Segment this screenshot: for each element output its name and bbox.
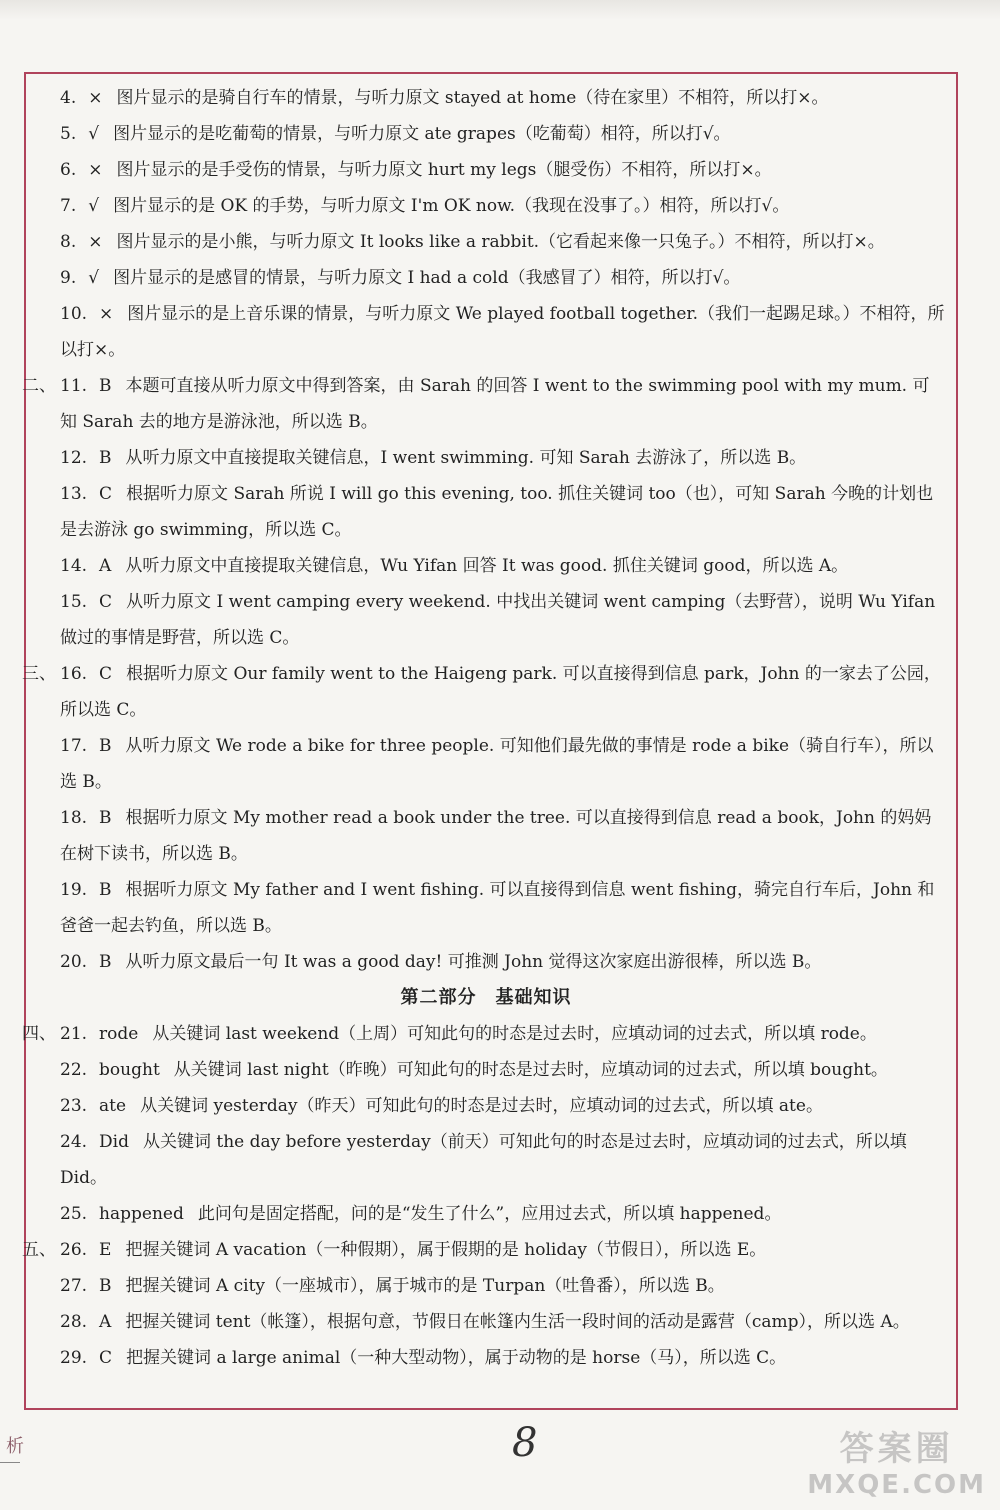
explanation-text: 此问句是固定搭配，问的是“发生了什么”，应用过去式，所以填 happened。 xyxy=(197,1204,782,1224)
answer-key: C xyxy=(99,664,113,684)
explanation-text: 图片显示的是小熊，与听力原文 It looks like a rabbit.（它看起来像一只兔子。）不相符，所以打×。 xyxy=(116,232,885,252)
answer-key: B xyxy=(99,808,112,828)
answer-key: bought xyxy=(99,1060,160,1080)
question-number: 28. xyxy=(60,1312,88,1332)
answer-key: C xyxy=(99,484,113,504)
answer-item xyxy=(26,224,946,260)
explanation-text: 图片显示的是 OK 的手势，与听力原文 I'm OK now.（我现在没事了。）相符，所以打√。 xyxy=(113,196,790,216)
question-number: 17. xyxy=(60,736,88,756)
answer-key: B xyxy=(99,880,112,900)
answer-item xyxy=(26,944,946,980)
answer-key: √ xyxy=(88,124,100,144)
question-number: 18. xyxy=(60,808,88,828)
explanation-text: 把握关键词 a large animal（一种大型动物），属于动物的是 horse（马），所以选 C。 xyxy=(126,1348,787,1368)
footer-divider xyxy=(0,1462,20,1463)
answer-item xyxy=(26,728,946,800)
answer-key: B xyxy=(99,736,112,756)
watermark-url: MXQE.COM xyxy=(807,1470,986,1500)
explanation-text: 根据听力原文 My mother read a book under the tree. 可以直接得到信息 read a book，John 的妈妈在树下读书，所以选 B。 xyxy=(60,808,932,864)
answer-item xyxy=(26,872,946,944)
watermark-title: 答案圈 xyxy=(839,1429,954,1469)
question-number: 5. xyxy=(60,124,77,144)
answer-key: √ xyxy=(88,196,100,216)
answer-item xyxy=(26,1124,946,1196)
question-number: 20. xyxy=(60,952,88,972)
answer-item xyxy=(26,80,946,116)
answer-item xyxy=(26,800,946,872)
answer-item xyxy=(26,188,946,224)
question-number: 9. xyxy=(60,268,77,288)
answer-item xyxy=(26,260,946,296)
answer-key: × xyxy=(88,160,103,180)
explanation-text: 图片显示的是上音乐课的情景，与听力原文 We played football together.（我们一起踢足球。）不相符，所以打×。 xyxy=(60,304,945,360)
question-number: 14. xyxy=(60,556,88,576)
answer-item xyxy=(22,368,946,440)
answer-key: C xyxy=(99,592,113,612)
explanation-text: 从听力原文最后一句 It was a good day! 可推测 John 觉得这次家庭出游很棒，所以选 B。 xyxy=(125,952,822,972)
answer-item xyxy=(26,548,946,584)
question-number: 8. xyxy=(60,232,77,252)
answer-list-part1 xyxy=(22,80,946,980)
answer-key: B xyxy=(99,952,112,972)
question-number: 15. xyxy=(60,592,88,612)
answer-item xyxy=(22,1232,946,1268)
answer-key: happened xyxy=(99,1204,184,1224)
answer-list-part2 xyxy=(22,1016,946,1376)
explanation-text: 从听力原文 We rode a bike for three people. 可知他们最先做的事情是 rode a bike（骑自行车），所以选 B。 xyxy=(60,736,934,792)
answer-item xyxy=(26,1196,946,1232)
watermark-logo xyxy=(807,1421,986,1500)
question-number: 22. xyxy=(60,1060,88,1080)
explanation-text: 从关键词 last weekend（上周）可知此句的时态是过去时，应填动词的过去式，所以填 rode。 xyxy=(152,1024,877,1044)
explanation-text: 从关键词 yesterday（昨天）可知此句的时态是过去时，应填动词的过去式，所以填 ate。 xyxy=(140,1096,823,1116)
question-number: 16. xyxy=(60,664,88,684)
explanation-text: 从听力原文 I went camping every weekend. 中找出关键词 went camping（去野营），说明 Wu Yifan 做过的事情是野营，所以选 C。 xyxy=(60,592,936,648)
explanation-text: 图片显示的是手受伤的情景，与听力原文 hurt my legs（腿受伤）不相符，所以打×。 xyxy=(116,160,772,180)
question-number: 6. xyxy=(60,160,77,180)
answer-item xyxy=(22,1016,946,1052)
explanation-text: 从关键词 the day before yesterday（前天）可知此句的时态是过去时，应填动词的过去式，所以填 Did。 xyxy=(60,1132,907,1188)
answer-key: B xyxy=(99,376,112,396)
answer-key: × xyxy=(88,88,103,108)
explanation-text: 把握关键词 A vacation（一种假期），属于假期的是 holiday（节假日），所以选 E。 xyxy=(125,1240,767,1260)
page-number: 8 xyxy=(512,1420,538,1466)
section-number: 二、 xyxy=(22,376,56,396)
explanation-text: 图片显示的是吃葡萄的情景，与听力原文 ate grapes（吃葡萄）相符，所以打√。 xyxy=(113,124,731,144)
answer-key: A xyxy=(99,1312,112,1332)
answer-key: A xyxy=(99,556,112,576)
question-number: 10. xyxy=(60,304,88,324)
answer-item xyxy=(26,1052,946,1088)
question-number: 11. xyxy=(60,376,88,396)
answer-key: √ xyxy=(88,268,100,288)
question-number: 25. xyxy=(60,1204,88,1224)
question-number: 26. xyxy=(60,1240,88,1260)
explanation-text: 把握关键词 A city（一座城市），属于城市的是 Turpan（吐鲁番），所以选 B。 xyxy=(125,1276,725,1296)
question-number: 19. xyxy=(60,880,88,900)
answer-item xyxy=(26,440,946,476)
answer-key: B xyxy=(99,448,112,468)
answer-item xyxy=(26,296,946,368)
explanation-text: 根据听力原文 My father and I went fishing. 可以直接得到信息 went fishing，骑完自行车后，John 和爸爸一起去钓鱼，所以选 B。 xyxy=(60,880,935,936)
answer-item xyxy=(26,152,946,188)
explanation-text: 根据听力原文 Sarah 所说 I will go this evening, too. 抓住关键词 too（也），可知 Sarah 今晚的计划也是去游泳 go swimming，所以选 C。 xyxy=(60,484,934,540)
question-number: 4. xyxy=(60,88,77,108)
answer-item xyxy=(26,584,946,656)
answer-key: C xyxy=(99,1348,113,1368)
answer-item xyxy=(26,1340,946,1376)
explanation-text: 图片显示的是骑自行车的情景，与听力原文 stayed at home（待在家里）不相符，所以打×。 xyxy=(116,88,829,108)
explanation-text: 从听力原文中直接提取关键信息，I went swimming. 可知 Sarah 去游泳了，所以选 B。 xyxy=(125,448,807,468)
explanation-text: 把握关键词 tent（帐篷），根据句意，节假日在帐篷内生活一段时间的活动是露营（camp），所以选 A。 xyxy=(125,1312,910,1332)
question-number: 29. xyxy=(60,1348,88,1368)
answer-item xyxy=(22,656,946,728)
footer-side-label: 析 xyxy=(6,1436,24,1457)
answer-item xyxy=(26,1304,946,1340)
answer-key: × xyxy=(99,304,114,324)
question-number: 21. xyxy=(60,1024,88,1044)
explanation-text: 根据听力原文 Our family went to the Haigeng park. 可以直接得到信息 park，John 的一家去了公园，所以选 C。 xyxy=(60,664,941,720)
answer-key: E xyxy=(99,1240,112,1260)
question-number: 24. xyxy=(60,1132,88,1152)
answer-item xyxy=(26,476,946,548)
question-number: 12. xyxy=(60,448,88,468)
question-number: 13. xyxy=(60,484,88,504)
page-top-edge xyxy=(0,0,1000,20)
answer-key: ate xyxy=(99,1096,127,1116)
section-number: 三、 xyxy=(22,664,56,684)
explanation-text: 本题可直接从听力原文中得到答案，由 Sarah 的回答 I went to the swimming pool with my mum. 可知 Sarah 去的地方是游泳池，所以选 B。 xyxy=(60,376,930,432)
question-number: 27. xyxy=(60,1276,88,1296)
explanation-text: 图片显示的是感冒的情景，与听力原文 I had a cold（我感冒了）相符，所以打√。 xyxy=(113,268,741,288)
explanation-text: 从听力原文中直接提取关键信息，Wu Yifan 回答 It was good. 抓住关键词 good，所以选 A。 xyxy=(125,556,849,576)
section-number: 四、 xyxy=(22,1024,56,1044)
answer-item xyxy=(26,1268,946,1304)
answer-item xyxy=(26,1088,946,1124)
answer-key: B xyxy=(99,1276,112,1296)
answer-key: Did xyxy=(99,1132,129,1152)
explanation-text: 从关键词 last night（昨晚）可知此句的时态是过去时，应填动词的过去式，所以填 bought。 xyxy=(173,1060,888,1080)
answer-key: rode xyxy=(99,1024,139,1044)
answer-item xyxy=(26,116,946,152)
answer-content xyxy=(22,80,946,1376)
question-number: 23. xyxy=(60,1096,88,1116)
section-number: 五、 xyxy=(22,1240,56,1260)
answer-key: × xyxy=(88,232,103,252)
question-number: 7. xyxy=(60,196,77,216)
section-title: 第二部分 基础知识 xyxy=(400,987,572,1008)
